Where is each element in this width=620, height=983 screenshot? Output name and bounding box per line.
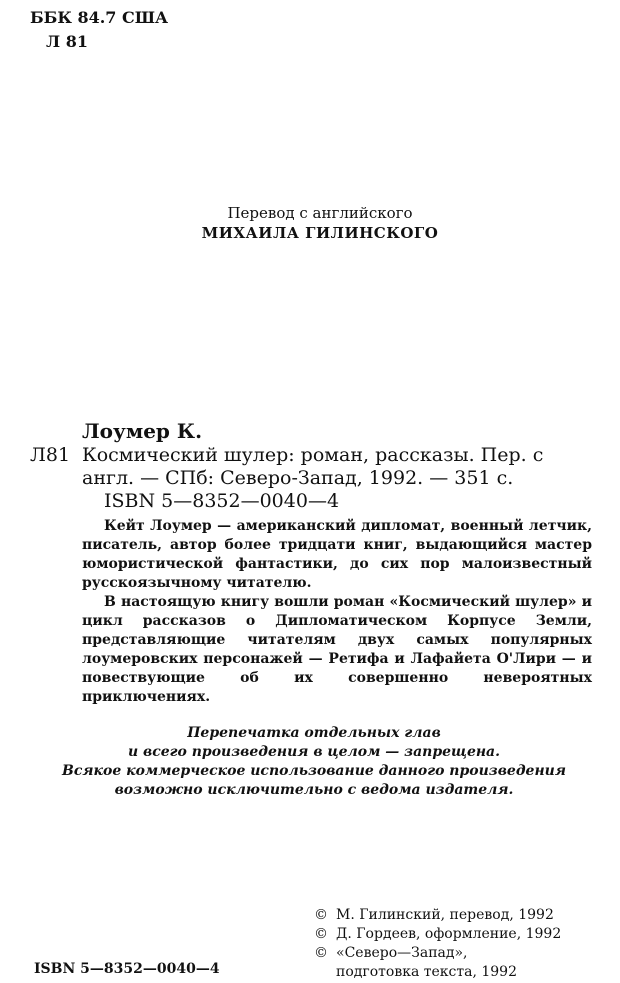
credit-text: М. Гилинский, перевод, 1992 — [336, 907, 554, 923]
annotation-paragraph: Кейт Лоумер — американский дипломат, военный летчик, писатель, автор более тридцати книг, выдающийся мастер юмористической фантастики, до сих пор малоизвестный русскоязычному читателю. — [82, 518, 592, 591]
translation-line: Перевод с английского — [227, 204, 413, 222]
reprint-notice — [40, 724, 588, 800]
credit-row — [314, 925, 561, 944]
footer-isbn: ISBN 5—8352—0040—4 — [34, 961, 220, 977]
credit-row — [314, 944, 561, 963]
credit-text: «Северо—Запад», — [336, 945, 468, 961]
catalog-code: Л81 — [30, 444, 71, 466]
copyright-symbol: © — [314, 945, 328, 961]
annotation — [82, 517, 592, 707]
annotation-paragraph: В настоящую книгу вошли роман «Космический шулер» и цикл рассказов о Дипломатическом Корпусе Земли, представляющие читателям двух самых популярных лоумеровских персонажей — Ретифа и Лафайета О'Лири — и повествующие об их совершенно невероятных приключениях. — [82, 594, 592, 705]
notice-line: возможно исключительно с ведома издателя. — [114, 782, 514, 798]
copyright-credits — [314, 906, 561, 982]
catalog-publisher-line: англ. — СПб: Северо-Запад, 1992. — 351 с. — [82, 467, 514, 489]
copyright-symbol: © — [314, 907, 328, 923]
catalog-isbn: ISBN 5—8352—0040—4 — [104, 490, 340, 512]
notice-line: Всякое коммерческое использование данного произведения — [62, 763, 566, 779]
catalog-author: Лоумер К. — [82, 419, 203, 443]
catalog-title-line: Космический шулер: роман, рассказы. Пер. с — [82, 444, 544, 466]
udc-code: Л 81 — [46, 32, 88, 51]
credit-text: Д. Гордеев, оформление, 1992 — [336, 926, 562, 942]
catalog-entry — [82, 444, 594, 513]
credit-continuation: подготовка текста, 1992 — [336, 964, 517, 980]
notice-line: и всего произведения в целом — запрещена. — [127, 744, 500, 760]
credit-row — [314, 906, 561, 925]
bbk-code: ББК 84.7 США — [30, 8, 169, 27]
translator-name: МИХАИЛА ГИЛИНСКОГО — [201, 224, 439, 242]
classification-codes — [30, 6, 168, 54]
translation-credit — [150, 203, 490, 243]
notice-line: Перепечатка отдельных глав — [187, 725, 441, 741]
copyright-symbol: © — [314, 926, 328, 942]
